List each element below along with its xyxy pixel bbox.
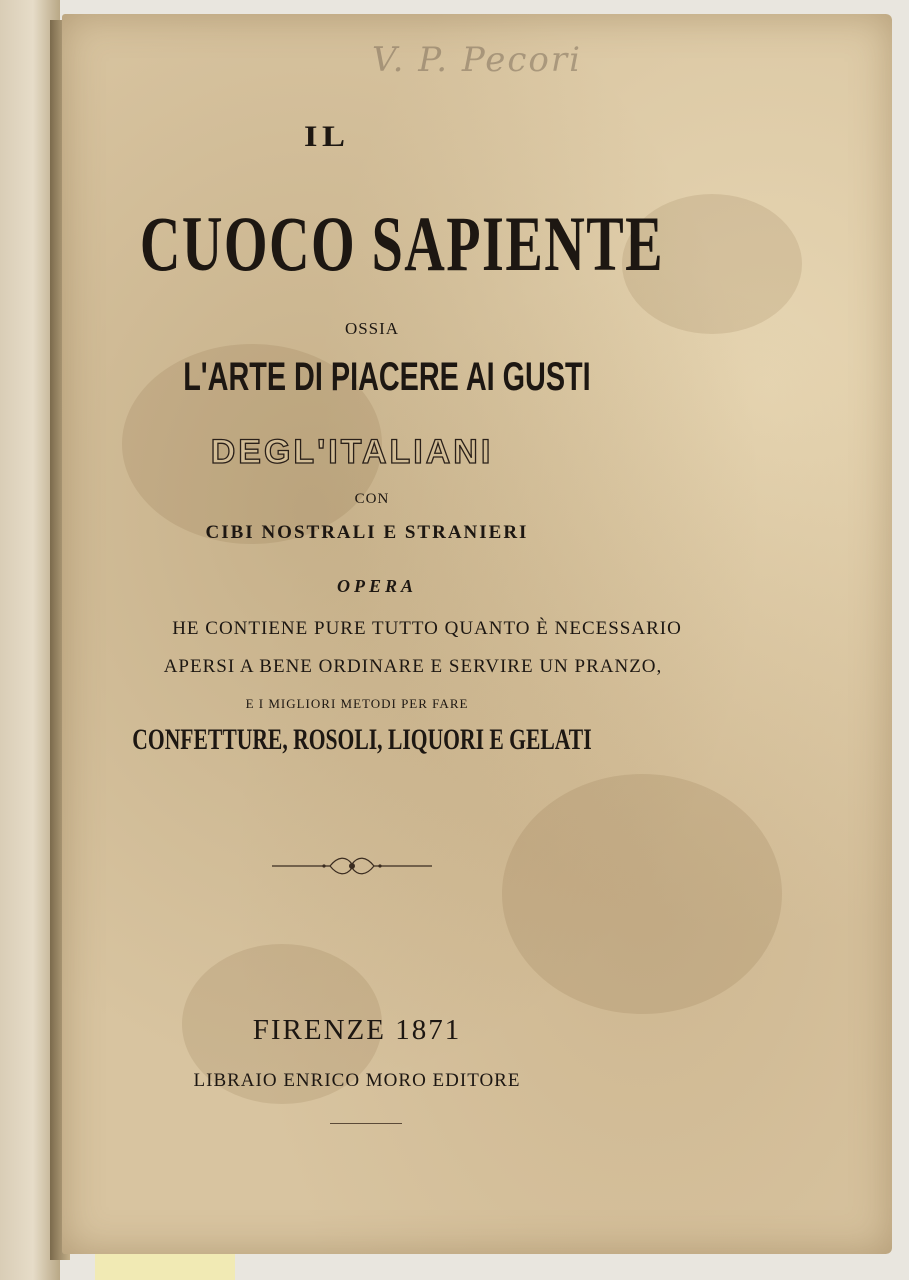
confetture-line: CONFETTURE, ROSOLI, LIQUORI E GELATI (132, 723, 592, 756)
paper-stain (502, 774, 782, 1014)
description-line: E I MIGLIORI METODI PER FARE (245, 696, 469, 711)
decorative-ornament-icon (272, 854, 432, 878)
ossia-text: OSSIA (344, 319, 400, 338)
handwritten-inscription: V. P. Pecori (372, 40, 582, 80)
publisher: LIBRAIO ENRICO MORO EDITORE (193, 1070, 521, 1091)
main-title: CUOCO SAPIENTE (139, 200, 665, 287)
subtitle: L'ARTE DI PIACERE AI GUSTI (183, 355, 591, 399)
con-text: CON (354, 491, 390, 507)
cibi-line: CIBI NOSTRALI E STRANIERI (205, 522, 529, 543)
divider-rule (330, 1123, 402, 1124)
title-page (62, 14, 892, 1254)
description-line: APERSI A BENE ORDINARE E SERVIRE UN PRANZO, (163, 656, 663, 677)
opera-text: OPERA (336, 576, 417, 596)
description-line: HE CONTIENE PURE TUTTO QUANTO È NECESSARIO (172, 618, 682, 639)
place-year: FIRENZE 1871 (252, 1014, 462, 1046)
title-article: IL (304, 120, 350, 153)
subtitle-outlined: DEGL'ITALIANI (210, 433, 494, 471)
